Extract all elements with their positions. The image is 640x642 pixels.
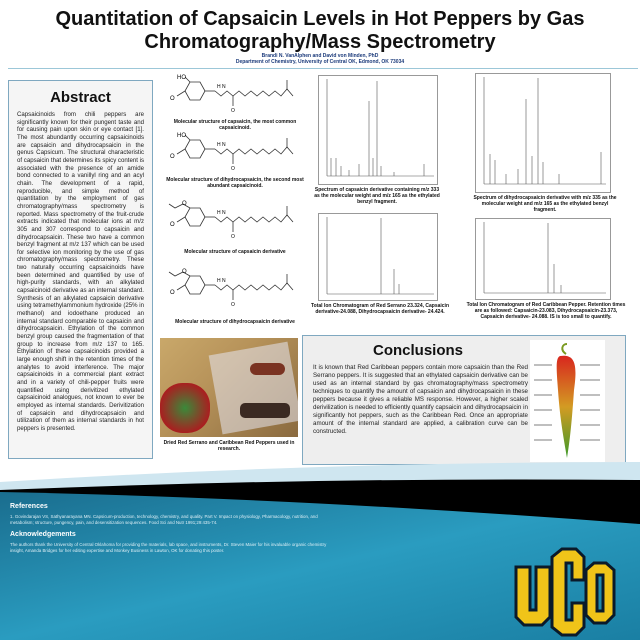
mol-label: H N xyxy=(217,278,226,284)
caption: Molecular structure of dihydrocapsaicin derivative xyxy=(175,319,295,325)
mol-label: O xyxy=(170,96,175,102)
spectrum-dihydrocapsaicin-derivative xyxy=(475,73,611,193)
spectrum-capsaicin-derivative xyxy=(318,75,438,185)
tic1-caption: Total Ion Chromatogram of Red Serrano 23.324, Capsaicin derivative-24.088, Dihydrocapsaicin derivative- 24.424. xyxy=(311,303,449,315)
mol-label: O xyxy=(170,290,175,296)
mol-label: O xyxy=(231,166,235,172)
tic-red-serrano xyxy=(318,213,438,301)
tic2-caption: Total Ion Chromatogram of Red Caribbean Pepper. Retention times are as followed: Capsaicin-23.083, Dihydrocapsaicin-23.373, Capsaicin derivative- 24.088. IS is too small to quantify. xyxy=(466,302,626,320)
footer-text xyxy=(10,500,330,559)
mol-label: O xyxy=(231,108,235,114)
acknowledgements-text: The authors thank the University of Central Oklahoma for providing the materials, lab space, and instruments, Dr. Steven Maier for his invaluable organic chemistry insight, Amanda Bridges for her editing expertise and Monkey Business in Lawton, OK for donating this poster. xyxy=(10,542,327,553)
molecule-dihydrocapsaicin-derivative xyxy=(165,268,305,325)
caption: Molecular structure of capsaicin, the most common capsaicinoid. xyxy=(173,119,297,131)
mol-label: HO xyxy=(177,75,186,81)
spectrum2-caption: Spectrum of dihydrocapsaicin derivative with m/z 335 as the molecular weight and m/z 165 as the ethylated benzyl fragment. xyxy=(473,195,617,213)
abstract-section xyxy=(8,80,153,459)
tic-red-caribbean xyxy=(475,218,611,300)
uco-logo-icon xyxy=(512,545,617,637)
uco-logo xyxy=(512,545,617,637)
dihydrocapsaicin-structure-icon xyxy=(165,132,305,172)
mol-label: O xyxy=(170,154,175,160)
abstract-heading: Abstract xyxy=(50,89,111,106)
capsaicin-structure-icon xyxy=(165,74,305,114)
mol-label: HO xyxy=(177,133,186,139)
caption: Molecular structure of capsaicin derivative xyxy=(184,249,286,255)
authors: Brandi N. VanAlphen and David von Minden, PhD xyxy=(261,53,379,59)
mol-label: O xyxy=(170,222,175,228)
peppers-photo xyxy=(160,338,298,437)
abstract-text: Capsaicinoids from chili peppers are significantly known for their pungent taste and for causing pain upon skin or eye contact [1]. The most abundantly occurring capsaicinoids are capsaicin and dihydrocapsaicin in the genus Capsicum. The structural characteristic of capsaicin that determines its spicy content is associated with the presence of an amide bond connected to a vanillyl ring and an acyl chain. The development of a rapid, reproducible, and simple method of quantitation by the employment of gas chromatography/mass spectrometry is reported. Mass spectrometry of the fruit-crude extracts indicated that molecular ions at m/z 305 and 307 correspond to capsaicin and dihydrocapsaicin. These two have a common benzyl fragment at m/z 137 which can be used for selective ion monitoring by the use of gas chromatography/mass spectrometry. These two naturally occurring capsaicinoids have been determined and quantified by use of high-purity standards, with an alkylated capsaicinoid derivative as an internal standard. Synthesis of an alkylated capsaicin derivative using tetramethylammonium hydroxide (25% in methanol) and iodoethane produced an internal standard comparable to capsaicin and dihydrocapsaicin. Ethylation of the common benzyl group caused the fragmentation of that group to increase from m/z 137 to 165. Ethylation of these capsaicinoids provided a large enough shift in the retention times of the analytes to avoid interference. The major capsaicinoids in a commercial plant extract and in a variety of chili-pepper fruits were quantified using derivitized ethylated capsaicinoid analogues, not known to ever be employed as internal standards. Derivitization of capsaicin and dihydrocapsaicin and utilization of them as internal standards in hot peppers is presented. xyxy=(17,111,145,432)
conclusions-text: It is known that Red Caribbean peppers contain more capsaicin than the Red Serrano peppers. It is suggested that an ethylated capsaicin derivative can be used as an internal standard by gas chromatography/mass spectrometry techniques to quantify the amount of capsaicin and dihydrocapsaicin in these peppers because it gives a reliable MS response. However, a higher scaled derivilization is needed to efficiently quantify capsaicin and dihydrocapsaicin in significantly hot peppers, such as the Caribbean Red. Once an appropriate amount of the internal standard are applied, a calibration curve can be constructed. xyxy=(313,364,528,435)
mol-label: O xyxy=(182,201,187,207)
mol-label: H N xyxy=(217,142,226,148)
capsaicin-derivative-structure-icon xyxy=(165,200,305,240)
authors-block xyxy=(0,53,640,65)
header-divider xyxy=(8,68,638,69)
molecule-dihydrocapsaicin xyxy=(165,132,305,189)
poster-title: Quantitation of Capsaicin Levels in Hot Peppers by Gas Chromatography/Mass Spectrometry xyxy=(55,8,585,53)
molecule-capsaicin-derivative xyxy=(165,200,305,255)
caption: Molecular structure of dihydrocapsaicin, the second most abundant capsaicinoid. xyxy=(166,177,304,189)
references-text: 1. Govindarajan VS, Sathyanarayana MN. Capsicum-production, technology, chemistry, and quality. Part V. Impact on physiology, Pharmacology, nutrition, and metabolism; structure, pungency, pain, and desensitization sequences. Food Sci and Nutr 1991;29:435-74. xyxy=(10,514,318,525)
mol-label: H N xyxy=(217,84,226,90)
acknowledgements-heading: Acknowledgements xyxy=(10,531,76,538)
affiliation: Department of Chemistry, University of Central OK, Edmond, OK 73034 xyxy=(235,59,405,65)
dihydrocapsaicin-derivative-structure-icon xyxy=(165,268,305,308)
scoville-chili-chart xyxy=(530,340,605,462)
mol-label: O xyxy=(231,234,235,240)
photo-caption: Dried Red Serrano and Caribbean Red Peppers used in research. xyxy=(163,440,295,452)
mol-label: H N xyxy=(217,210,226,216)
conclusions-heading: Conclusions xyxy=(373,342,464,359)
molecule-capsaicin xyxy=(165,74,305,131)
mol-label: O xyxy=(231,302,235,308)
references-heading: References xyxy=(10,503,48,510)
spectrum1-caption: Spectrum of capsaicin derivative containing m/z 333 as the molecular weight and m/z 165 as the ethylated benzyl fragment. xyxy=(314,187,440,205)
mol-label: O xyxy=(182,269,187,275)
